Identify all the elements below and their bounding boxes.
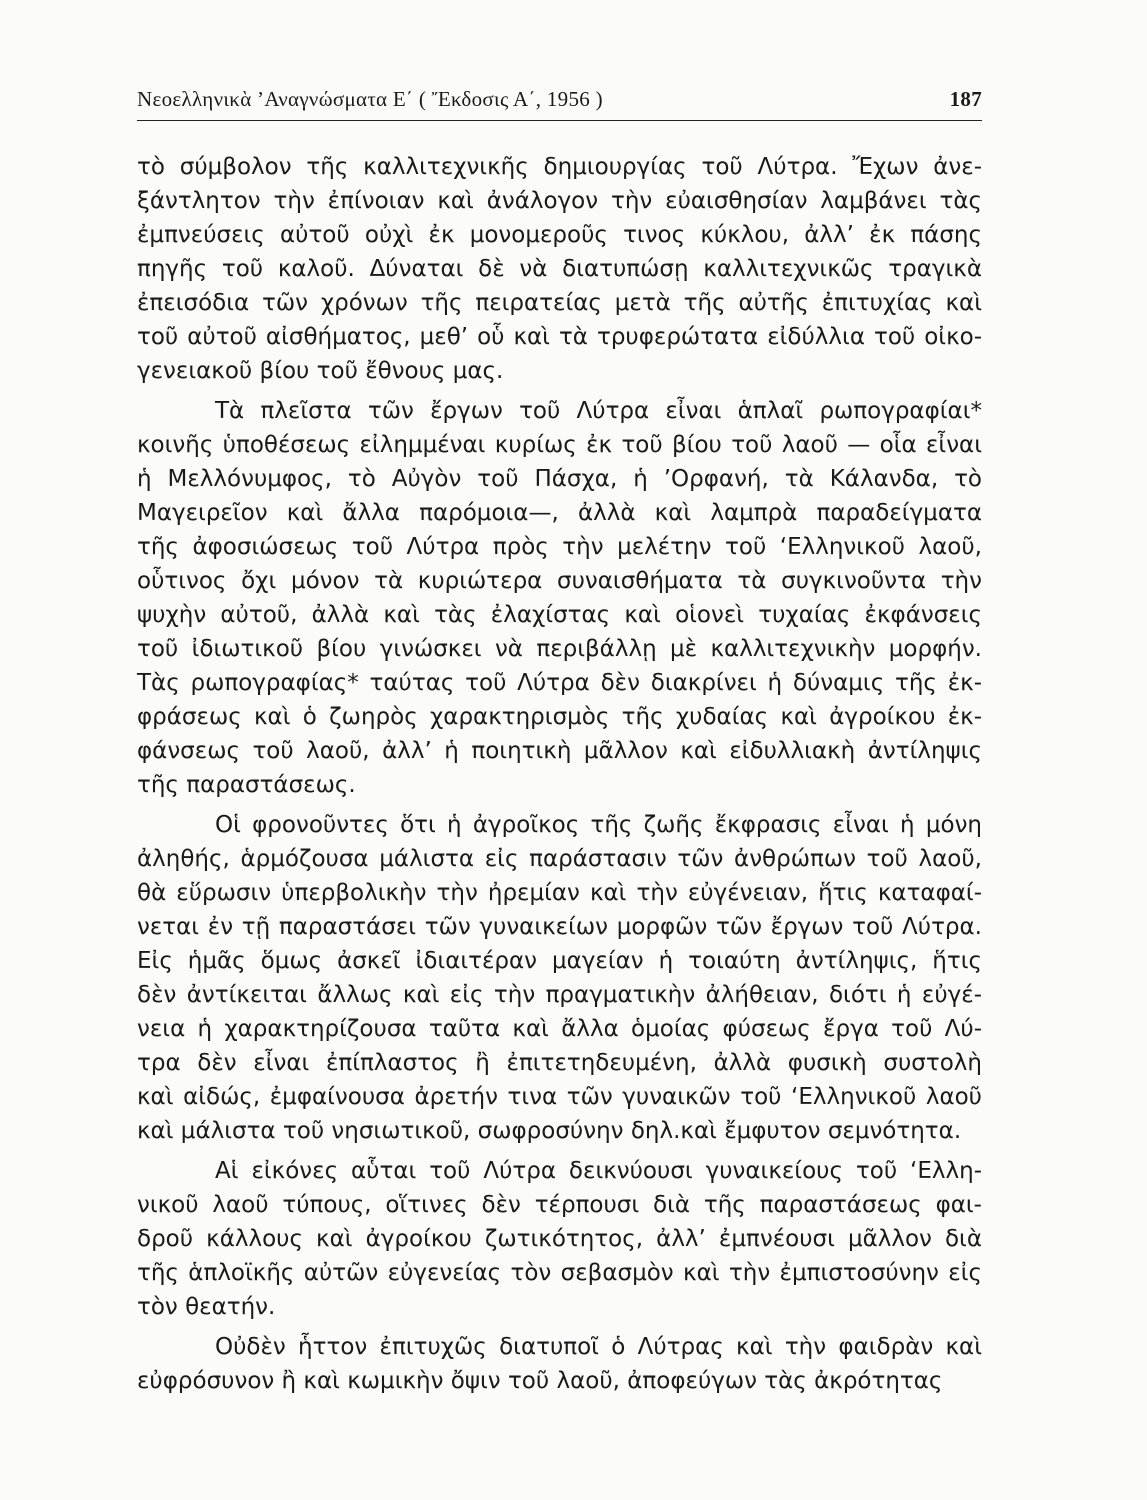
text-line: καὶ αἰδώς, ἐμφαίνουσα ἀρετήν τινα τῶν γυναικῶν τοῦ ‘Ελληνικοῦ λαοῦ [137, 1084, 982, 1110]
text-line: Οὐδὲν ἧττον ἐπιτυχῶς διατυποῖ ὁ Λύτρας καὶ τὴν φαιδρὰν καὶ [215, 1334, 982, 1360]
text-line: τοῦ ἰδιωτικοῦ βίου γινώσκει νὰ περιβάλλῃ μὲ καλλιτεχνικὴν μορφήν. [137, 636, 982, 662]
text-line: ξάντλητον τὴν ἐπίνοιαν καὶ ἀνάλογον τὴν εὐαισθησίαν λαμβάνει τὰς [137, 188, 982, 214]
text-line: Τὰς ρωπογραφίας* ταύτας τοῦ Λύτρα δὲν διακρίνει ἡ δύναμις τῆς ἐκ- [137, 670, 982, 696]
paragraph [137, 808, 982, 1148]
text-line: πηγῆς τοῦ καλοῦ. Δύναται δὲ νὰ διατυπώσῃ καλλιτεχνικῶς τραγικὰ [137, 256, 982, 282]
text-line: νικοῦ λαοῦ τύπους, οἵτινες δὲν τέρπουσι διὰ τῆς παραστάσεως φαι- [137, 1192, 982, 1218]
text-line: τοῦ αὐτοῦ αἰσθήματος, μεθ’ οὗ καὶ τὰ τρυφερώτατα εἰδύλλια τοῦ οἰκο- [137, 324, 982, 350]
header-rule [137, 120, 982, 121]
text-line: δροῦ κάλλους καὶ ἀγροίκου ζωτικότητος, ἀλλ’ ἐμπνέουσι μᾶλλον διὰ [137, 1226, 982, 1252]
text-line: γενειακοῦ βίου τοῦ ἔθνους μας. [137, 358, 504, 384]
text-line: εὐφρόσυνον ἢ καὶ κωμικὴν ὄψιν τοῦ λαοῦ, ἀποφεύγων τὰς ἀκρότητας [137, 1368, 943, 1394]
paragraph [137, 394, 982, 802]
paragraph [137, 150, 982, 388]
page-number: 187 [949, 87, 982, 111]
text-line: τῆς ἁπλοϊκῆς αὐτῶν εὐγενείας τὸν σεβασμὸν καὶ τὴν ἐμπιστοσύνην εἰς [137, 1260, 982, 1286]
text-line: ἐπεισόδια τῶν χρόνων τῆς πειρατείας μετὰ τῆς αὐτῆς ἐπιτυχίας καὶ [137, 290, 982, 316]
text-line: κοινῆς ὑποθέσεως εἰλημμέναι κυρίως ἐκ τοῦ βίου τοῦ λαοῦ — οἷα εἶναι [137, 432, 982, 458]
text-line: τὸν θεατήν. [137, 1294, 276, 1320]
text-line: νεται ἐν τῇ παραστάσει τῶν γυναικείων μορφῶν τῶν ἔργων τοῦ Λύτρα. [137, 914, 982, 940]
text-line: φάνσεως τοῦ λαοῦ, ἀλλ’ ἡ ποιητικὴ μᾶλλον καὶ εἰδυλλιακὴ ἀντίληψις [137, 738, 982, 764]
paragraph [137, 1154, 982, 1324]
text-line: θὰ εὕρωσιν ὑπερβολικὴν τὴν ἠρεμίαν καὶ τὴν εὐγένειαν, ἥτις καταφαί- [137, 880, 982, 906]
running-header [137, 87, 982, 112]
text-line: δὲν ἀντίκειται ἄλλως καὶ εἰς τὴν πραγματικὴν ἀλήθειαν, διότι ἡ εὐγέ- [137, 982, 982, 1008]
text-line: Τὰ πλεῖστα τῶν ἔργων τοῦ Λύτρα εἶναι ἁπλαῖ ρωπογραφίαι* [215, 398, 982, 424]
text-line: ἐμπνεύσεις αὐτοῦ οὐχὶ ἐκ μονομεροῦς τινος κύκλου, ἀλλ’ ἐκ πάσης [137, 222, 982, 248]
text-line: τῆς ἀφοσιώσεως τοῦ Λύτρα πρὸς τὴν μελέτην τοῦ ‘Ελληνικοῦ λαοῦ, [137, 534, 982, 560]
text-line: ἡ Μελλόνυμφος, τὸ Αὐγὸν τοῦ Πάσχα, ἡ ’Ορφανή, τὰ Κάλανδα, τὸ [137, 466, 982, 492]
text-line: Μαγειρεῖον καὶ ἄλλα παρόμοια—, ἀλλὰ καὶ λαμπρὰ παραδείγματα [137, 500, 982, 526]
text-line: Οἱ φρονοῦντες ὅτι ἡ ἀγροῖκος τῆς ζωῆς ἔκφρασις εἶναι ἡ μόνη [215, 812, 982, 838]
header-title: Νεοελληνικὰ ’Αναγνώσματα Ε΄ ( Ἔκδοσις Α΄, 1956 ) [137, 87, 603, 111]
text-line: τρα δὲν εἶναι ἐπίπλαστος ἢ ἐπιτετηδευμένη, ἀλλὰ φυσικὴ συστολὴ [137, 1050, 982, 1076]
body-text [137, 150, 982, 1398]
text-line: Εἰς ἡμᾶς ὅμως ἀσκεῖ ἰδιαιτέραν μαγείαν ἡ τοιαύτη ἀντίληψις, ἥτις [137, 948, 982, 974]
text-line: ψυχὴν αὐτοῦ, ἀλλὰ καὶ τὰς ἐλαχίστας καὶ οἱονεὶ τυχαίας ἐκφάνσεις [137, 602, 982, 628]
text-line: οὗτινος ὄχι μόνον τὰ κυριώτερα συναισθήματα τὰ συγκινοῦντα τὴν [137, 568, 982, 594]
text-line: φράσεως καὶ ὁ ζωηρὸς χαρακτηρισμὸς τῆς χυδαίας καὶ ἀγροίκου ἐκ- [137, 704, 982, 730]
text-line: Αἱ εἰκόνες αὗται τοῦ Λύτρα δεικνύουσι γυναικείους τοῦ ‘Ελλη- [215, 1158, 982, 1184]
text-line: τῆς παραστάσεως. [137, 772, 356, 798]
text-line: ἀληθής, ἁρμόζουσα μάλιστα εἰς παράστασιν τῶν ἀνθρώπων τοῦ λαοῦ, [137, 846, 982, 872]
paragraph [137, 1330, 982, 1398]
text-line: νεια ἡ χαρακτηρίζουσα ταῦτα καὶ ἄλλα ὁμοίας φύσεως ἔργα τοῦ Λύ- [137, 1016, 982, 1042]
text-line: καὶ μάλιστα τοῦ νησιωτικοῦ, σωφροσύνην δηλ.καὶ ἔμφυτον σεμνότητα. [137, 1118, 962, 1144]
text-line: τὸ σύμβολον τῆς καλλιτεχνικῆς δημιουργίας τοῦ Λύτρα. Ἔχων ἀνε- [137, 154, 982, 180]
